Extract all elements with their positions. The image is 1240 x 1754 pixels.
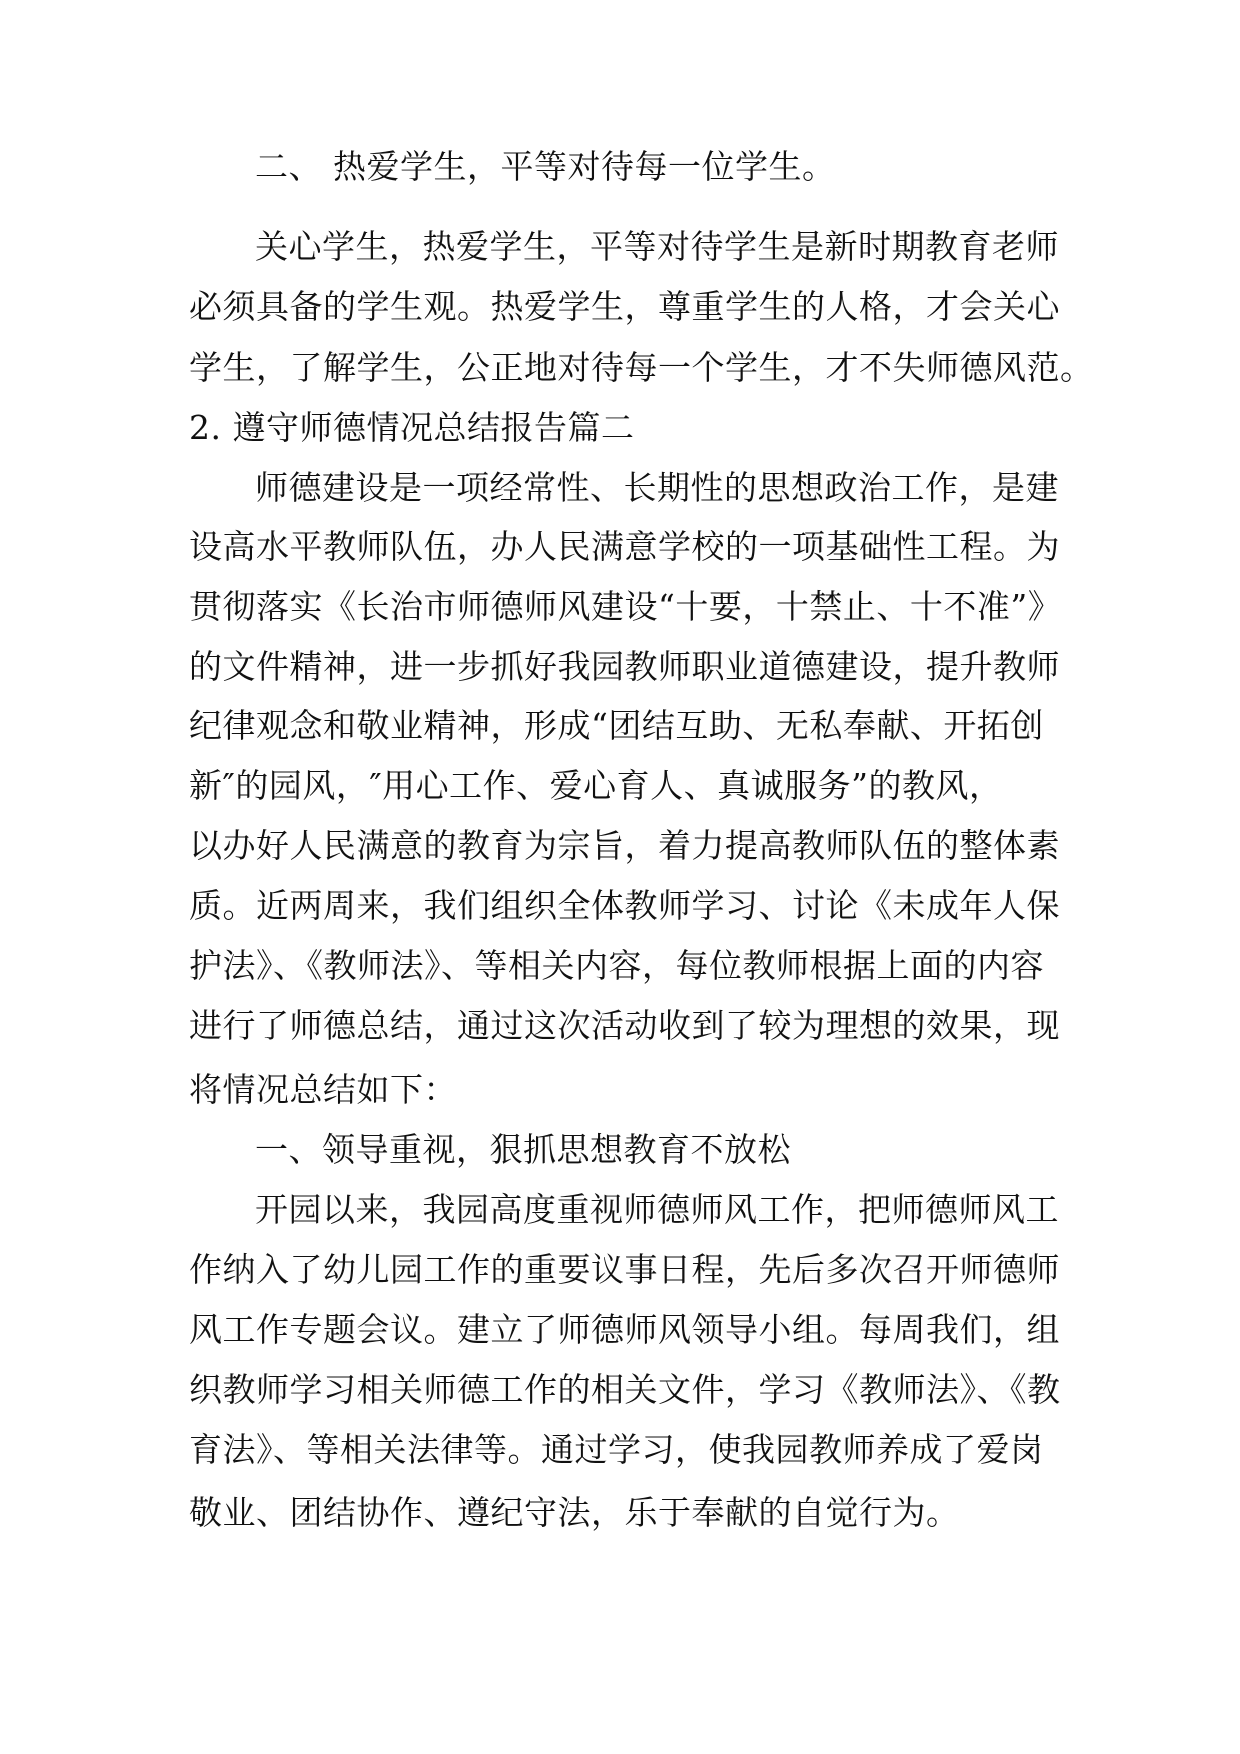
- paragraph-line: 作纳入了幼儿园工作的重要议事日程，先后多次召开师德师: [189, 1250, 1060, 1289]
- paragraph-line: 师德建设是一项经常性、长期性的思想政治工作，是建: [255, 468, 1059, 507]
- section-heading: 一、领导重视，狠抓思想教育不放松: [255, 1130, 791, 1169]
- paragraph-line: 织教师学习相关师德工作的相关文件，学习《教师法》、《教: [189, 1370, 1061, 1409]
- paragraph-line: 将情况总结如下：: [189, 1070, 457, 1109]
- paragraph-line: 质。近两周来，我们组织全体教师学习、讨论《未成年人保: [189, 886, 1060, 925]
- paragraph-line: 学生，了解学生，公正地对待每一个学生，才不失师德风范。: [189, 348, 1094, 387]
- paragraph-line: 敬业、团结协作、遵纪守法，乐于奉献的自觉行为。: [189, 1493, 960, 1532]
- paragraph-line: 以办好人民满意的教育为宗旨，着力提高教师队伍的整体素: [189, 826, 1060, 865]
- paragraph-line: 关心学生，热爱学生，平等对待学生是新时期教育老师: [255, 227, 1059, 266]
- paragraph-line: 的文件精神，进一步抓好我园教师职业道德建设，提升教师: [189, 647, 1060, 686]
- paragraph-line: 必须具备的学生观。热爱学生，尊重学生的人格，才会关心: [189, 287, 1060, 326]
- paragraph-line: 新″的园风，″用心工作、爱心育人、真诚服务”的教风，: [189, 766, 1003, 805]
- paragraph-line: 纪律观念和敬业精神，形成“团结互助、无私奉献、开拓创: [189, 706, 1044, 745]
- paragraph-line: 进行了师德总结，通过这次活动收到了较为理想的效果，现: [189, 1006, 1060, 1045]
- paragraph-line: 育法》、等相关法律等。通过学习，使我园教师养成了爱岗: [189, 1430, 1044, 1469]
- paragraph-line: 开园以来，我园高度重视师德师风工作，把师德师风工: [255, 1190, 1059, 1229]
- paragraph-line: 设高水平教师队伍，办人民满意学校的一项基础性工程。为: [189, 527, 1060, 566]
- paragraph-line: 护法》、《教师法》、等相关内容，每位教师根据上面的内容: [189, 946, 1044, 985]
- paragraph-line: 贯彻落实《长治市师德师风建设“十要，十禁止、十不准”》: [189, 587, 1062, 626]
- paragraph-line: 风工作专题会议。建立了师德师风领导小组。每周我们，组: [189, 1310, 1060, 1349]
- report-title: 2. 遵守师德情况总结报告篇二: [189, 408, 635, 447]
- section-heading: 二、 热爱学生，平等对待每一位学生。: [255, 147, 836, 186]
